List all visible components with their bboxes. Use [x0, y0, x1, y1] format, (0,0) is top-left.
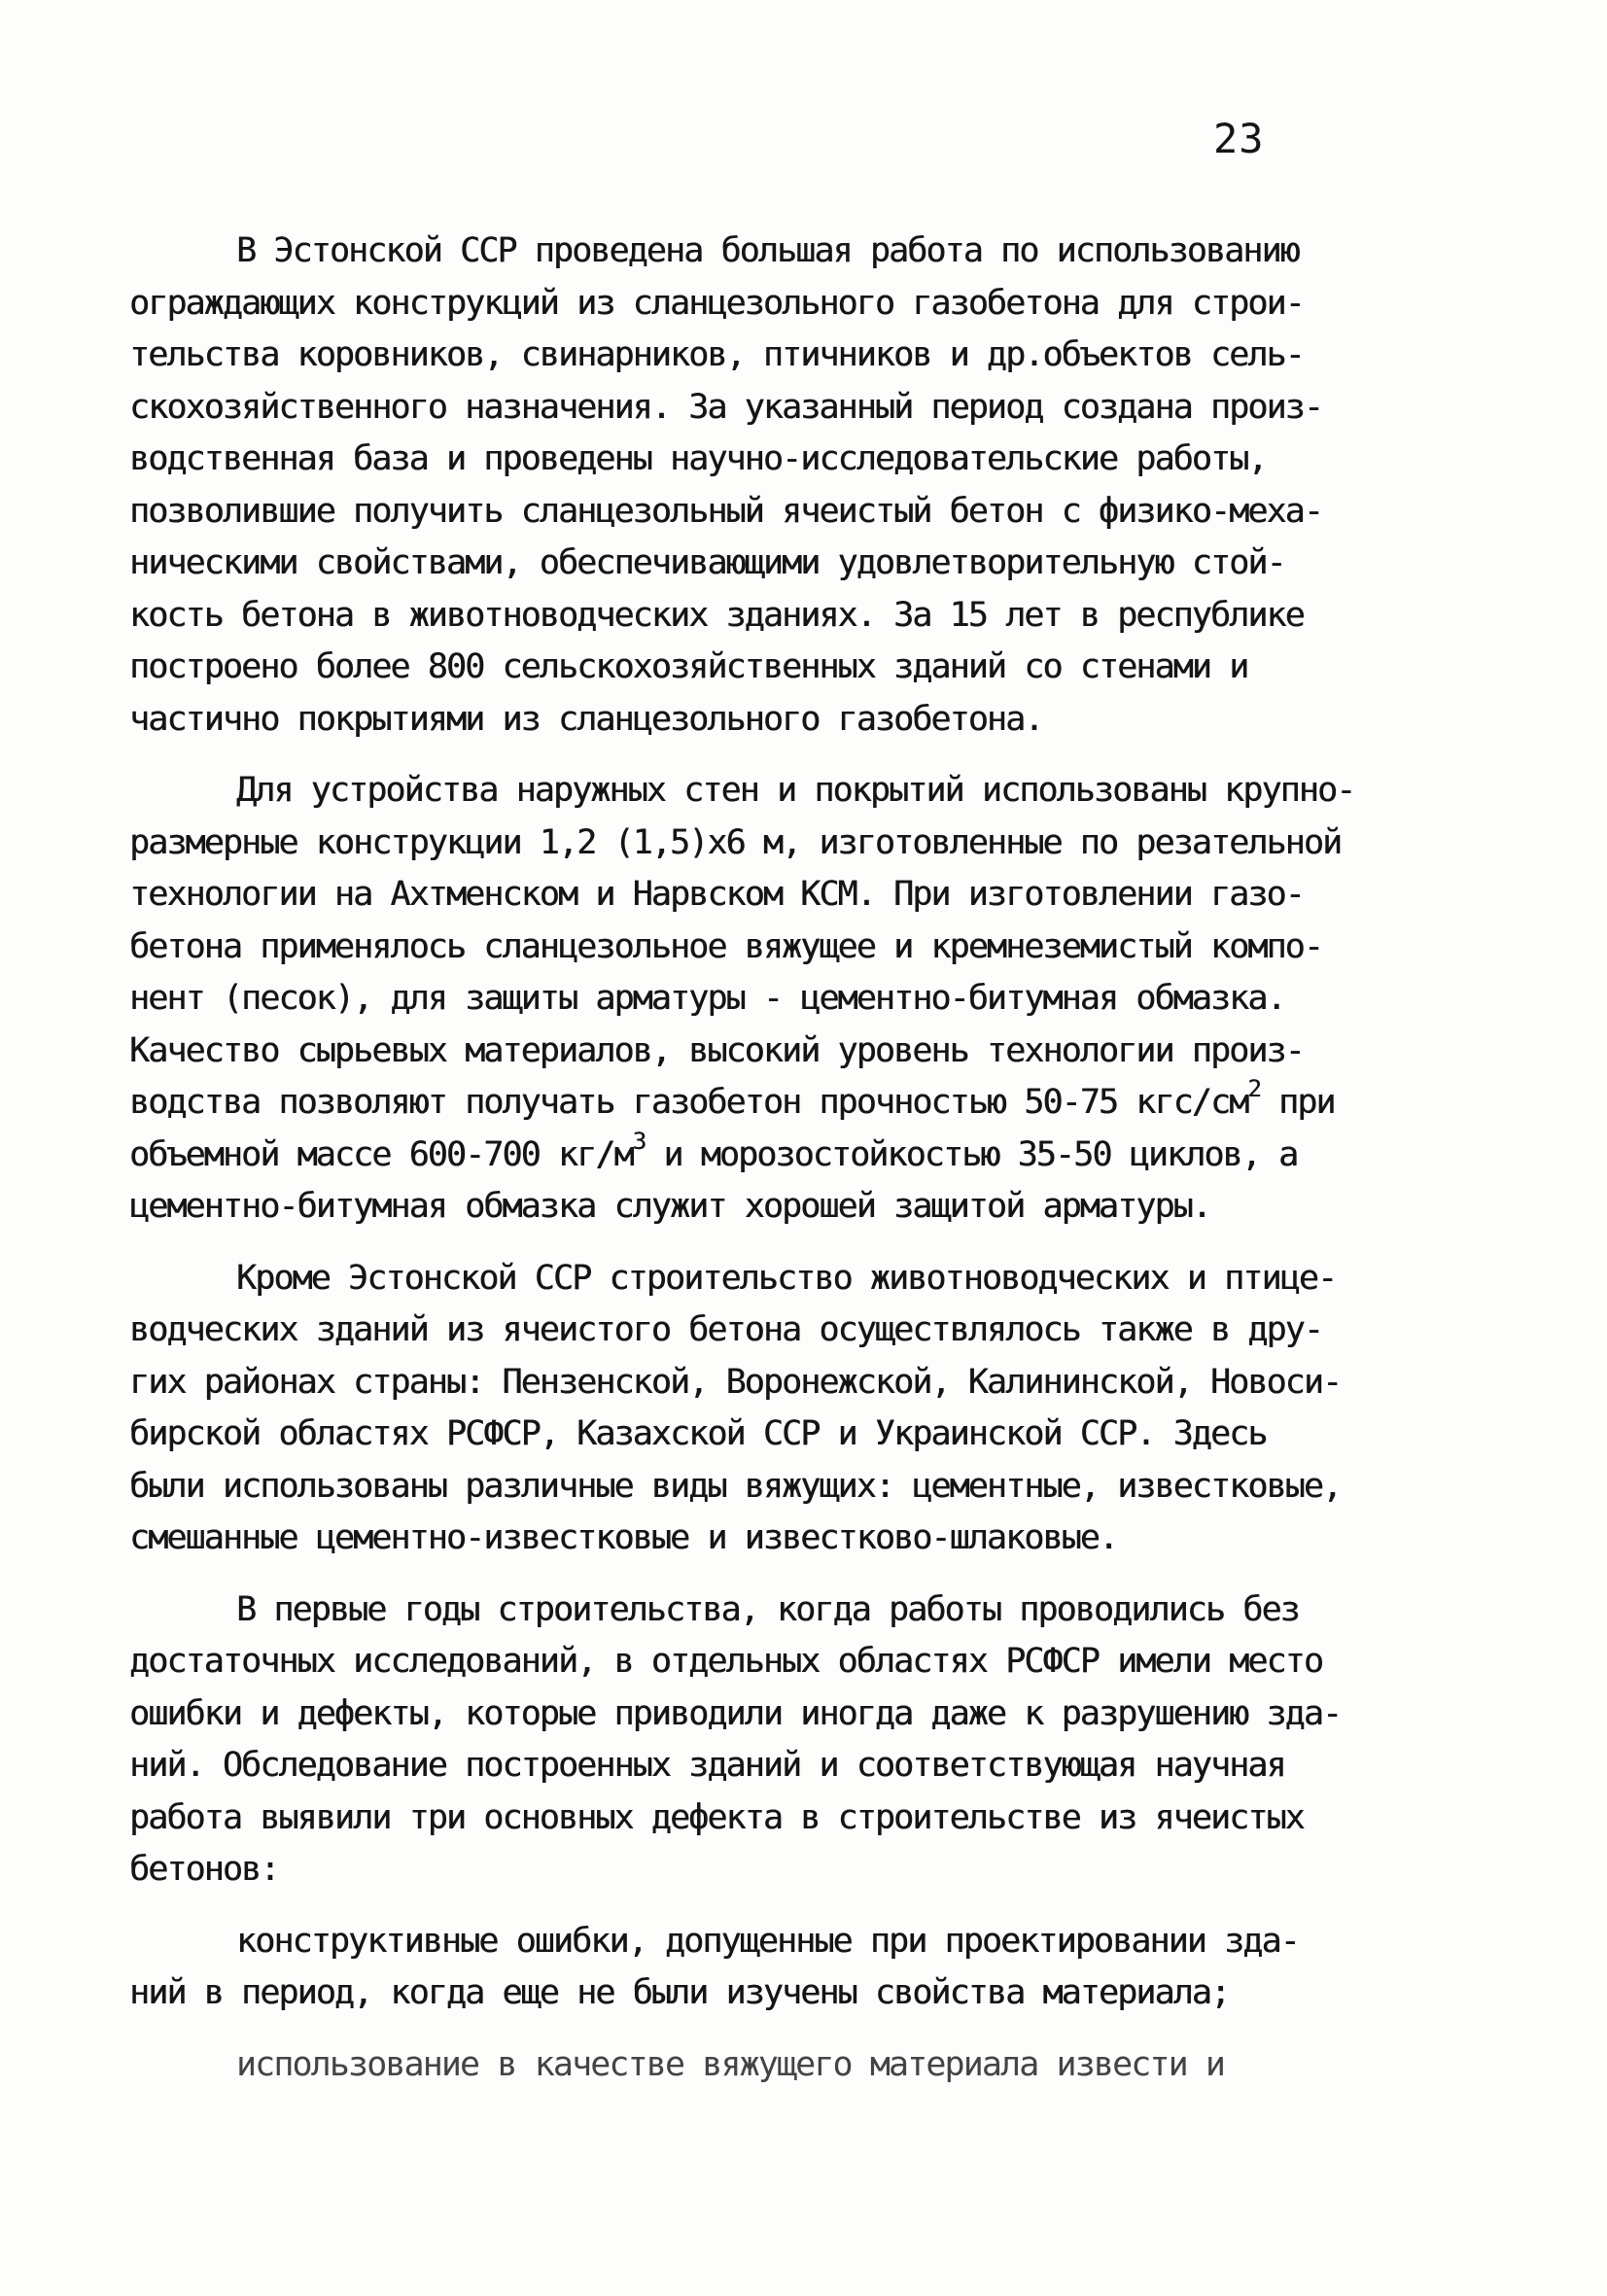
text-line: бетона применялось сланцезольное вяжущее и кремнеземистый компо-	[129, 926, 1322, 966]
text-line-density	[129, 1127, 1490, 1182]
text-line: ошибки и дефекты, которые приводили иногда даже к разрушению зда-	[129, 1693, 1342, 1733]
paragraph-design-errors	[129, 1916, 1490, 2020]
text-line: ний. Обследование построенных зданий и соответствующая научная	[129, 1746, 1285, 1785]
paragraph-construction	[129, 765, 1490, 1234]
text-fragment: при	[1259, 1083, 1335, 1122]
text-line: гих районах страны: Пензенской, Воронежской, Калининской, Новоси-	[129, 1362, 1342, 1402]
text-line: были использованы различные виды вяжущих: цементные, известковые,	[129, 1466, 1342, 1506]
text-line: водческих зданий из ячеистого бетона осуществлялось также в дру-	[129, 1310, 1322, 1349]
text-line: Кроме Эстонской ССР строительство животноводческих и птице-	[236, 1258, 1337, 1298]
text-line: Для устройства наружных стен и покрытий использованы крупно-	[236, 771, 1355, 810]
text-line: технологии на Ахтменском и Нарвском КСМ. При изготовлении газо-	[129, 875, 1304, 914]
text-line: достаточных исследований, в отдельных областях РСФСР имели место	[129, 1642, 1322, 1681]
paragraph-other-regions	[129, 1253, 1490, 1565]
text-line: конструктивные ошибки, допущенные при проектировании зда-	[236, 1921, 1299, 1961]
text-line: работа выявили три основных дефекта в строительстве из ячеистых	[129, 1797, 1304, 1837]
text-fragment: и морозостойкостью 35-50 циклов, а	[645, 1134, 1298, 1174]
text-line: ограждающих конструкций из сланцезольного газобетона для строи-	[129, 283, 1304, 323]
text-line: скохозяйственного назначения. За указанный период создана произ-	[129, 387, 1322, 427]
text-line: размерные конструкции 1,2 (1,5)х6 м, изготовленные по резательной	[129, 822, 1342, 862]
text-line: В первые годы строительства, когда работы проводились без	[236, 1589, 1299, 1629]
text-line: водственная база и проведены научно-исследовательские работы,	[129, 439, 1267, 478]
text-line: В Эстонской ССР проведена большая работа по использованию	[236, 231, 1299, 270]
text-line: кость бетона в животноводческих зданиях. За 15 лет в республике	[129, 595, 1304, 635]
text-fragment: водства позволяют получать газобетон прочностью 50-75 кгс/см	[129, 1083, 1248, 1122]
text-line: Качество сырьевых материалов, высокий уровень технологии произ-	[129, 1030, 1304, 1070]
text-line: цементно-битумная обмазка служит хорошей защитой арматуры.	[129, 1187, 1210, 1226]
text-line: использование в качестве вяжущего материала извести и	[236, 2044, 1225, 2084]
superscript: 2	[1247, 1075, 1260, 1103]
text-line: ническими свойствами, обеспечивающими удовлетворительную стой-	[129, 543, 1285, 582]
paragraph-estonia	[129, 226, 1490, 746]
superscript: 3	[632, 1127, 646, 1155]
text-line: ний в период, когда еще не были изучены свойства материала;	[129, 1973, 1230, 2012]
paragraph-defects	[129, 1584, 1490, 1896]
text-line: смешанные цементно-известковые и известково-шлаковые.	[129, 1518, 1118, 1557]
text-line: нент (песок), для защиты арматуры - цементно-битумная обмазка.	[129, 979, 1285, 1018]
text-line: бирской областях РСФСР, Казахской ССР и Украинской ССР. Здесь	[129, 1414, 1267, 1453]
text-line: построено более 800 сельскохозяйственных зданий со стенами и	[129, 647, 1248, 686]
document-body	[129, 226, 1490, 2091]
text-line: частично покрытиями из сланцезольного газобетона.	[129, 699, 1043, 739]
text-line: тельства коровников, свинарников, птичников и др.объектов сель-	[129, 335, 1304, 374]
paragraph-lime-binder	[129, 2039, 1490, 2092]
text-fragment: объемной массе 600-700 кг/м	[129, 1134, 633, 1174]
page-number: 23	[1213, 115, 1265, 162]
text-line-strength	[129, 1077, 1490, 1130]
text-line: позволившие получить сланцезольный ячеистый бетон с физико-меха-	[129, 491, 1322, 531]
text-line: бетонов:	[129, 1850, 279, 1889]
